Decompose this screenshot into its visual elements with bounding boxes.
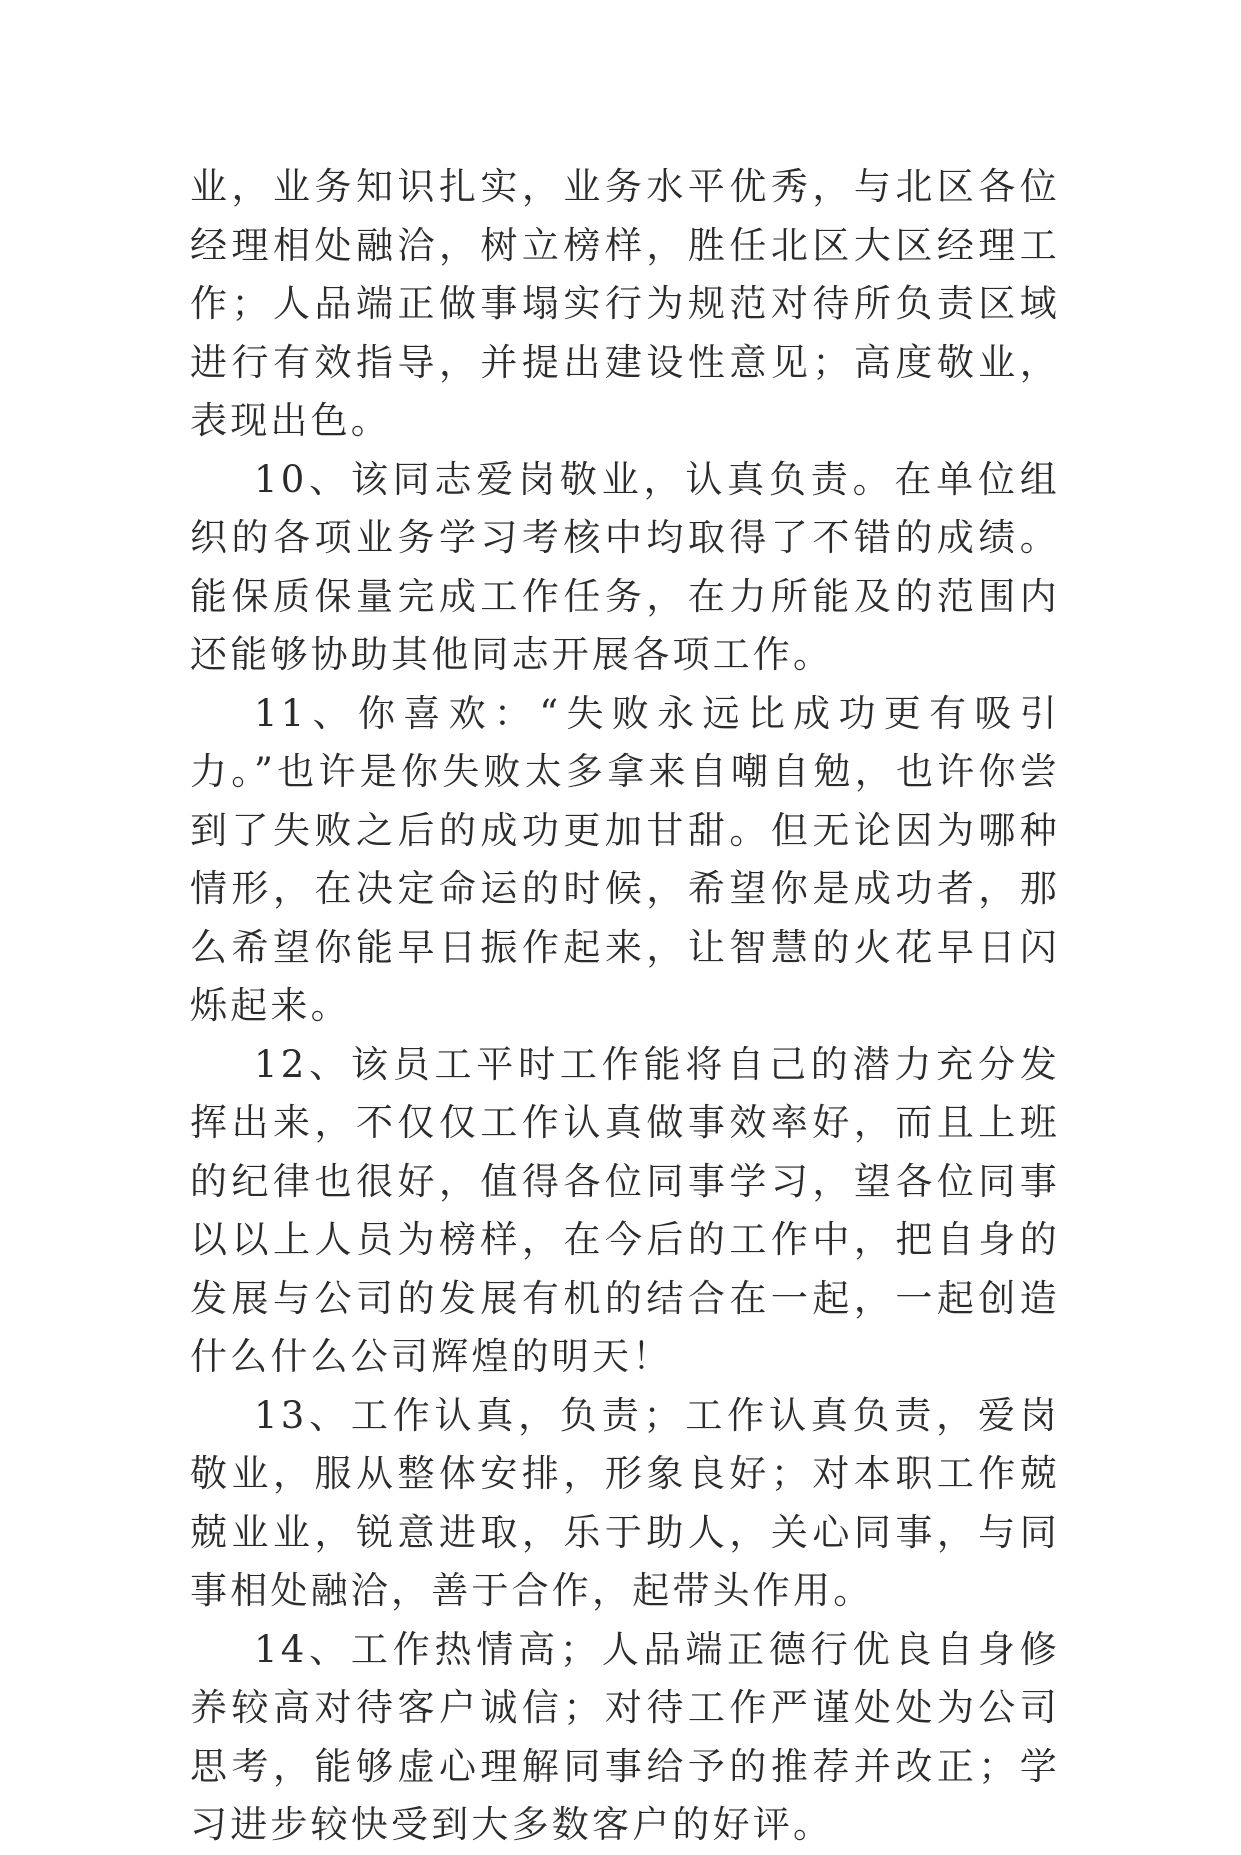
paragraph-item-10: 10、该同志爱岗敬业，认真负责。在单位组织的各项业务学习考核中均取得了不错的成绩。能保质保量完成工作任务，在力所能及的范围内还能够协助其他同志开展各项工作。 — [190, 457, 1060, 676]
document-body — [190, 158, 1060, 1855]
paragraph-item-14: 14、工作热情高；人品端正德行优良自身修养较高对待客户诚信；对待工作严谨处处为公司思考，能够虚心理解同事给予的推荐并改正；学习进步较快受到大多数客户的好评。 — [190, 1627, 1060, 1846]
paragraph-continuation: 业，业务知识扎实，业务水平优秀，与北区各位经理相处融洽，树立榜样，胜任北区大区经理工作；人品端正做事塌实行为规范对待所负责区域进行有效指导，并提出建设性意见；高度敬业，表现出色。 — [190, 165, 1060, 442]
paragraph-item-13: 13、工作认真，负责；工作认真负责，爱岗敬业，服从整体安排，形象良好；对本职工作兢兢业业，锐意进取，乐于助人，关心同事，与同事相处融洽，善于合作，起带头作用。 — [190, 1393, 1060, 1612]
paragraph-item-12: 12、该员工平时工作能将自己的潜力充分发挥出来，不仅仅工作认真做事效率好，而且上班的纪律也很好，值得各位同事学习，望各位同事以以上人员为榜样，在今后的工作中，把自身的发展与公司的发展有机的结合在一起，一起创造什么什么公司辉煌的明天！ — [190, 1042, 1060, 1378]
paragraph-item-11: 11、你喜欢：“失败永远比成功更有吸引力。”也许是你失败太多拿来自嘲自勉，也许你尝到了失败之后的成功更加甘甜。但无论因为哪种情形，在决定命运的时候，希望你是成功者，那么希望你能早日振作起来，让智慧的火花早日闪烁起来。 — [190, 691, 1060, 1027]
